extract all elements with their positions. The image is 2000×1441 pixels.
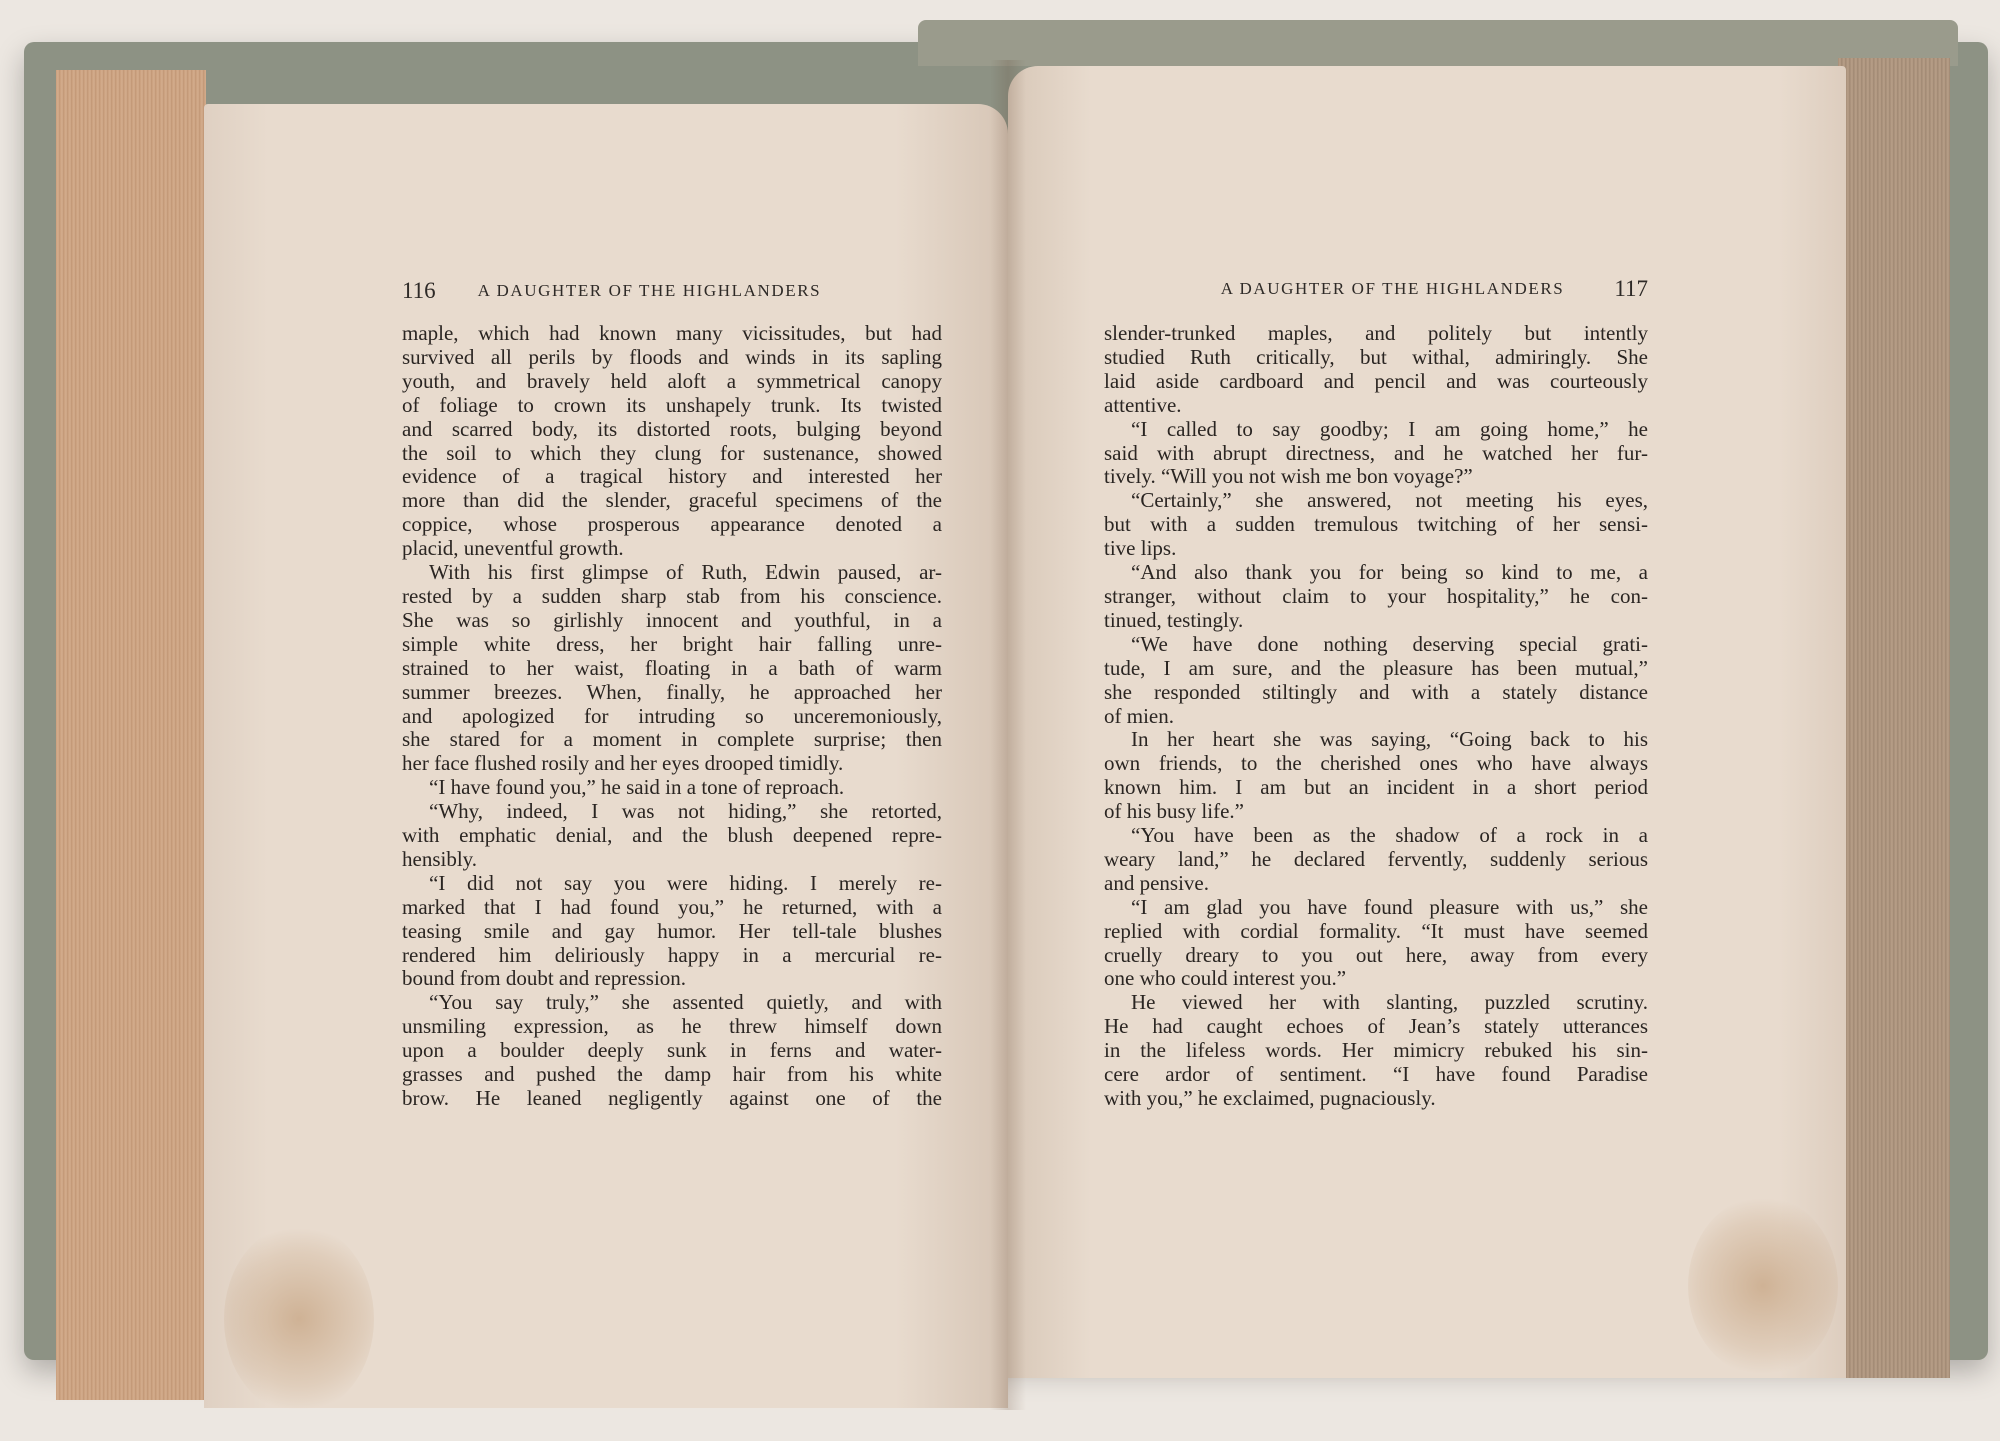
text-line: tive lips.	[1104, 537, 1177, 561]
text-line: laid aside cardboard and pencil and was courteously	[1104, 369, 1648, 393]
text-line: more than did the slender, graceful specimens of the	[402, 489, 942, 513]
text-line: strained to her waist, floating in a bath of warm	[402, 656, 942, 680]
text-line: tively. “Will you not wish me bon voyage?”	[1104, 465, 1473, 489]
text-line: summer breezes. When, finally, he approached her	[402, 680, 942, 704]
text-line: stranger, without claim to your hospitality,” he con-	[1104, 584, 1648, 608]
text-line: hensibly.	[402, 847, 478, 871]
book-cover-top-edge	[918, 20, 1958, 66]
text-line: survived all perils by floods and winds in its sapling	[402, 345, 942, 369]
text-line: “I have found you,” he said in a tone of reproach.	[429, 776, 845, 800]
text-line: and scarred body, its distorted roots, bulging beyond	[402, 417, 942, 441]
text-line: “I did not say you were hiding. I merely re-	[429, 871, 942, 895]
text-line: upon a boulder deeply sunk in ferns and water-	[402, 1039, 942, 1063]
running-title: A DAUGHTER OF THE HIGHLANDERS	[477, 281, 822, 300]
text-line: cruelly dreary to you out here, away from every	[1104, 943, 1648, 967]
left-page-edges	[56, 70, 206, 1400]
text-line: “You say truly,” she assented quietly, and with	[429, 991, 942, 1015]
text-line: rested by a sudden sharp stab from his conscience.	[402, 584, 942, 608]
page-number: 117	[1614, 276, 1648, 301]
text-line: replied with cordial formality. “It must have seemed	[1104, 919, 1648, 943]
text-line: “We have done nothing deserving special grati-	[1131, 632, 1648, 656]
text-line: “Why, indeed, I was not hiding,” she retorted,	[429, 800, 942, 824]
text-line: youth, and bravely held aloft a symmetrical canopy	[402, 369, 942, 393]
text-line: cere ardor of sentiment. “I have found Paradise	[1104, 1063, 1648, 1087]
text-line: she stared for a moment in complete surprise; then	[402, 728, 942, 752]
text-line: maple, which had known many vicissitudes, but had	[402, 322, 942, 345]
text-line: studied Ruth critically, but withal, admiringly. She	[1104, 345, 1648, 369]
text-line: with you,” he exclaimed, pugnaciously.	[1104, 1087, 1436, 1110]
text-line: tinued, testingly.	[1104, 608, 1244, 632]
text-line: “Certainly,” she answered, not meeting his eyes,	[1131, 489, 1648, 513]
text-line: she responded stiltingly and with a stately distance	[1104, 680, 1648, 704]
text-line: “And also thank you for being so kind to me, a	[1131, 561, 1648, 585]
text-line: the soil to which they clung for sustenance, showed	[402, 441, 942, 465]
text-line: unsmiling expression, as he threw himself down	[402, 1015, 942, 1039]
text-line: In her heart she was saying, “Going back to his	[1131, 728, 1648, 752]
text-line: He had caught echoes of Jean’s stately utterances	[1104, 1015, 1648, 1039]
text-line: tude, I am sure, and the pleasure has been mutual,”	[1104, 656, 1648, 680]
text-line: attentive.	[1104, 393, 1182, 417]
text-line: With his first glimpse of Ruth, Edwin paused, ar-	[429, 561, 942, 585]
text-line: marked that I had found you,” he returned, with a	[402, 895, 942, 919]
water-stain	[224, 1224, 374, 1414]
text-line: simple white dress, her bright hair falling unre-	[402, 632, 942, 656]
text-line: brow. He leaned negligently against one of the	[402, 1087, 942, 1110]
text-line: He viewed her with slanting, puzzled scrutiny.	[1131, 991, 1648, 1015]
text-line: grasses and pushed the damp hair from his white	[402, 1063, 942, 1087]
text-line: of his busy life.”	[1104, 800, 1244, 824]
text-line: She was so girlishly innocent and youthful, in a	[402, 608, 942, 632]
text-line: and pensive.	[1104, 871, 1209, 895]
text-line: placid, uneventful growth.	[402, 537, 624, 561]
text-line: known him. I am but an incident in a short period	[1104, 776, 1648, 800]
text-line: said with abrupt directness, and he watched her fur-	[1104, 441, 1648, 465]
text-line: her face flushed rosily and her eyes drooped timidly.	[402, 752, 844, 776]
text-line: bound from doubt and repression.	[402, 967, 687, 991]
running-title: A DAUGHTER OF THE HIGHLANDERS	[1220, 279, 1565, 298]
text-line: one who could interest you.”	[1104, 967, 1347, 991]
text-line: in the lifeless words. Her mimicry rebuked his sin-	[1104, 1039, 1648, 1063]
text-line: “I am glad you have found pleasure with us,” she	[1131, 895, 1648, 919]
text-line: of foliage to crown its unshapely trunk. Its twisted	[402, 393, 942, 417]
text-line: coppice, whose prosperous appearance denoted a	[402, 513, 942, 537]
text-line: but with a sudden tremulous twitching of her sensi-	[1104, 513, 1648, 537]
text-line: “I called to say goodby; I am going home,” he	[1131, 417, 1648, 441]
text-line: teasing smile and gay humor. Her tell-tale blushes	[402, 919, 942, 943]
left-page-text	[402, 322, 942, 1111]
left-running-head	[402, 276, 890, 306]
text-line: with emphatic denial, and the blush deepened repre-	[402, 824, 942, 848]
right-page-text	[1104, 322, 1648, 1111]
book-gutter	[990, 60, 1026, 1410]
right-page-edges	[1838, 58, 1950, 1378]
text-line: and apologized for intruding so unceremoniously,	[402, 704, 942, 728]
page-number: 116	[402, 278, 436, 303]
text-line: “You have been as the shadow of a rock in a	[1131, 824, 1648, 848]
text-line: own friends, to the cherished ones who have always	[1104, 752, 1648, 776]
text-line: slender-trunked maples, and politely but intently	[1104, 322, 1648, 345]
right-running-head	[1104, 274, 1648, 304]
water-stain	[1688, 1196, 1838, 1376]
text-line: evidence of a tragical history and interested her	[402, 465, 942, 489]
text-line: of mien.	[1104, 704, 1174, 728]
text-line: rendered him deliriously happy in a mercurial re-	[402, 943, 942, 967]
text-line: weary land,” he declared fervently, suddenly serious	[1104, 847, 1648, 871]
